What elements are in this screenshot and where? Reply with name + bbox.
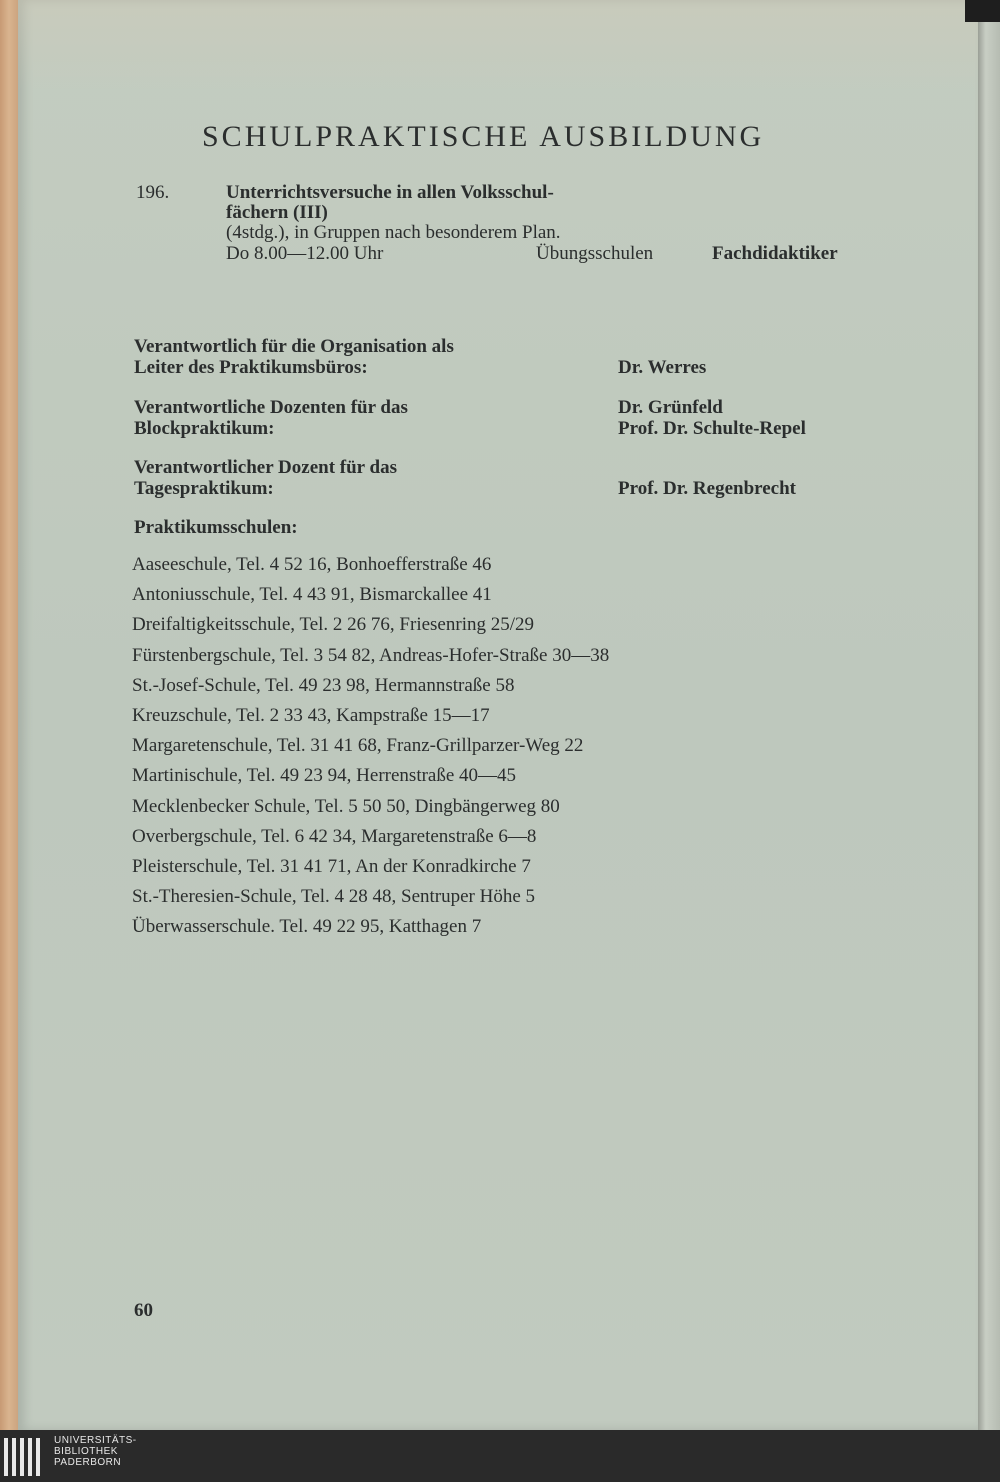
responsibility-label: Verantwortliche Dozenten für das <box>134 397 408 418</box>
list-item: Mecklenbecker Schule, Tel. 5 50 50, Dingbängerweg 80 <box>132 795 560 817</box>
book-edge-left <box>0 0 20 1430</box>
footer-bar <box>0 1430 1000 1482</box>
page-number: 60 <box>134 1300 153 1321</box>
list-item: Dreifaltigkeitsschule, Tel. 2 26 76, Friesenring 25/29 <box>132 614 534 636</box>
list-item: Overbergschule, Tel. 6 42 34, Margaretenstraße 6—8 <box>132 825 537 847</box>
responsibility-name: Dr. Werres <box>618 357 707 378</box>
book-edge-right <box>978 0 1000 1430</box>
page-title: SCHULPRAKTISCHE AUSBILDUNG <box>202 120 765 153</box>
responsibility-name: Dr. Grünfeld <box>618 397 723 418</box>
schools-heading: Praktikumsschulen: <box>134 517 298 538</box>
responsibility-label: Verantwortlich für die Organisation als <box>134 336 454 357</box>
list-item: Kreuzschule, Tel. 2 33 43, Kampstraße 15—17 <box>132 704 490 726</box>
list-item: Martinischule, Tel. 49 23 94, Herrenstraße 40—45 <box>132 765 517 787</box>
list-item: Pleisterschule, Tel. 31 41 71, An der Konradkirche 7 <box>132 855 531 877</box>
list-item: Antoniusschule, Tel. 4 43 91, Bismarckallee 41 <box>132 584 492 606</box>
library-logo-icon <box>4 1438 48 1478</box>
course-title-line2: fächern (III) <box>226 202 328 223</box>
course-instructor: Fachdidaktiker <box>712 243 838 264</box>
document-page <box>18 0 978 1430</box>
list-item: Aaseeschule, Tel. 4 52 16, Bonhoefferstraße 46 <box>132 554 492 575</box>
course-title-line1: Unterrichtsversuche in allen Volksschul- <box>226 182 554 203</box>
logo-line: PADERBORN <box>54 1457 122 1468</box>
course-number: 196. <box>136 182 170 203</box>
course-place: Übungsschulen <box>536 243 654 264</box>
library-logo-text <box>54 1435 137 1468</box>
course-description: (4stdg.), in Gruppen nach besonderem Plan. <box>226 222 561 243</box>
list-item: Margaretenschule, Tel. 31 41 68, Franz-Grillparzer-Weg 22 <box>132 735 584 757</box>
responsibility-name: Prof. Dr. Regenbrecht <box>618 478 797 499</box>
responsibility-label: Tagespraktikum: <box>134 478 274 499</box>
responsibility-label: Leiter des Praktikumsbüros: <box>134 357 368 378</box>
responsibility-label: Verantwortlicher Dozent für das <box>134 457 397 478</box>
logo-line: BIBLIOTHEK <box>54 1446 118 1457</box>
list-item: St.-Josef-Schule, Tel. 49 23 98, Hermannstraße 58 <box>132 674 515 696</box>
schools-list <box>132 550 609 942</box>
responsibility-label: Blockpraktikum: <box>134 418 275 439</box>
course-time: Do 8.00—12.00 Uhr <box>226 243 384 264</box>
list-item: Überwasserschule. Tel. 49 22 95, Katthagen 7 <box>132 916 482 938</box>
responsibility-name: Prof. Dr. Schulte-Repel <box>618 418 806 439</box>
list-item: Fürstenbergschule, Tel. 3 54 82, Andreas-Hofer-Straße 30—38 <box>132 644 610 666</box>
scan-corner <box>965 0 1000 22</box>
list-item: St.-Theresien-Schule, Tel. 4 28 48, Sentruper Höhe 5 <box>132 886 536 908</box>
logo-line: UNIVERSITÄTS- <box>54 1435 137 1446</box>
